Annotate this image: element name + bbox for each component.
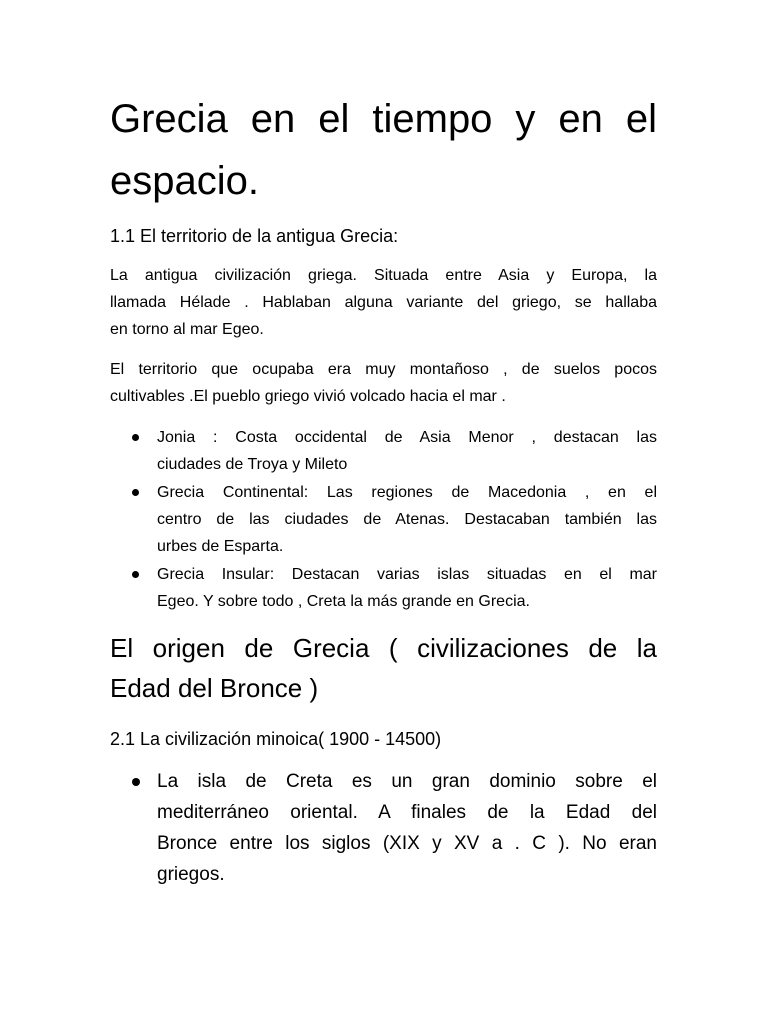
paragraph bbox=[110, 262, 657, 343]
list-item bbox=[157, 561, 657, 615]
list-item-line: Egeo. Y sobre todo , Creta la más grande en Grecia. bbox=[157, 593, 530, 610]
list-item-line: mediterráneo oriental. A finales de la Edad del bbox=[157, 802, 657, 823]
paragraph-line: El territorio que ocupaba era muy montañoso , de suelos pocos bbox=[110, 361, 657, 378]
section-title bbox=[110, 628, 657, 708]
paragraph-line: cultivables .El pueblo griego vivió volcado hacia el mar . bbox=[110, 388, 506, 405]
list-item-line: urbes de Esparta. bbox=[157, 538, 284, 555]
page-title bbox=[110, 88, 657, 212]
list-item-line: La isla de Creta es un gran dominio sobre el bbox=[157, 771, 657, 792]
paragraph bbox=[110, 356, 657, 410]
bullet-icon bbox=[132, 571, 139, 578]
list-item-line: Grecia Continental: Las regiones de Macedonia , en el bbox=[157, 484, 657, 501]
list-item-line: ciudades de Troya y Mileto bbox=[157, 456, 348, 473]
list-item-line: Grecia Insular: Destacan varias islas situadas en el mar bbox=[157, 566, 657, 583]
paragraph-line: en torno al mar Egeo. bbox=[110, 321, 264, 338]
list-item-line: Jonia : Costa occidental de Asia Menor , destacan las bbox=[157, 429, 657, 446]
paragraph-line: La antigua civilización griega. Situada entre Asia y Europa, la bbox=[110, 267, 657, 284]
section-heading: 1.1 El territorio de la antigua Grecia: bbox=[110, 226, 399, 246]
list-item-line: Bronce entre los siglos (XIX y XV a . C ). No eran bbox=[157, 833, 657, 854]
list-item-line: centro de las ciudades de Atenas. Destacaban también las bbox=[157, 511, 657, 528]
bullet-icon bbox=[132, 489, 139, 496]
section-title-line: Edad del Bronce ) bbox=[110, 673, 319, 703]
bullet-icon bbox=[132, 778, 140, 786]
page-title-line: espacio. bbox=[110, 159, 259, 203]
list-item bbox=[157, 424, 657, 478]
section-heading: 2.1 La civilización minoica( 1900 - 14500) bbox=[110, 729, 442, 749]
paragraph-line: llamada Hélade . Hablaban alguna variante del griego, se hallaba bbox=[110, 294, 657, 311]
section-title-line: El origen de Grecia ( civilizaciones de la bbox=[110, 633, 657, 663]
list-item-line: griegos. bbox=[157, 864, 225, 885]
page-title-line: Grecia en el tiempo y en el bbox=[110, 97, 657, 141]
bullet-icon bbox=[132, 434, 139, 441]
list-item bbox=[157, 766, 657, 890]
list-item bbox=[157, 479, 657, 560]
